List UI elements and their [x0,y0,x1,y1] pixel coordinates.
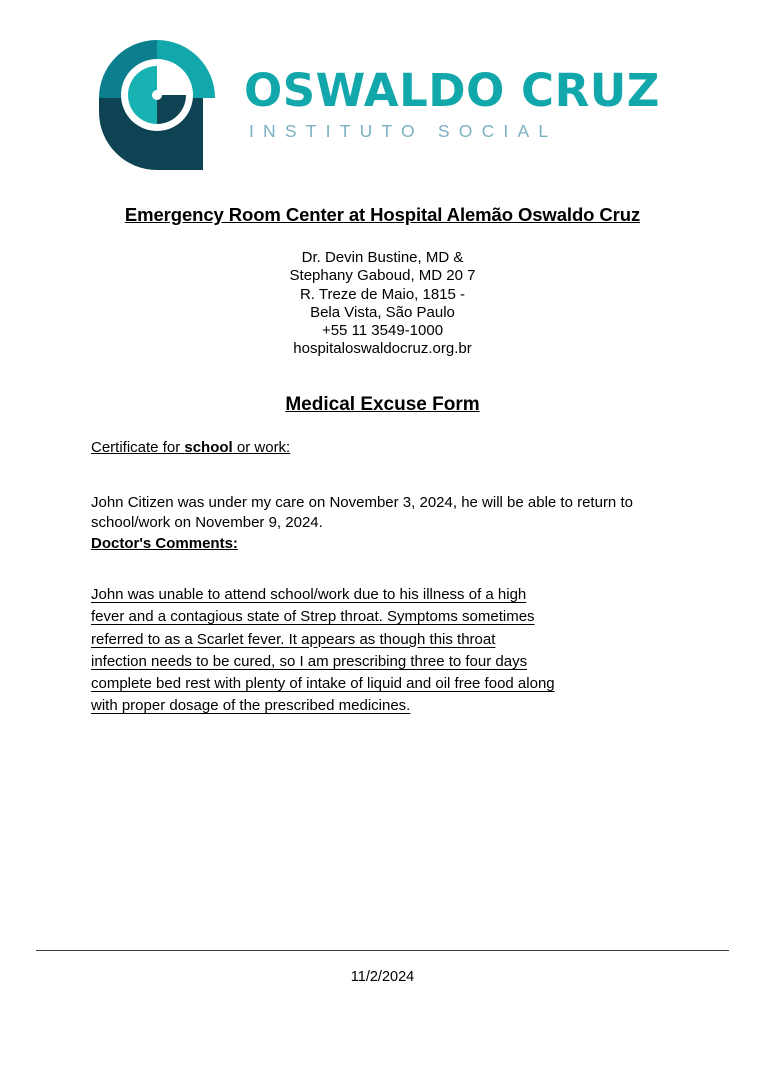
logo-wordmark: OSWALDO CRUZ [244,64,660,118]
address-line: R. Treze de Maio, 1815 - [299,285,466,303]
logo-center-dot [152,90,162,100]
doctors-comments-label: Doctor's Comments: [91,535,238,552]
logo-inner-bottom-right [157,95,186,124]
comments-line: referred to as a Scarlet fever. It appears as though this throat [91,630,496,648]
logo-outer-ring [99,40,215,170]
certificate-prefix: Certificate for [91,439,185,456]
page-title: Emergency Room Center at Hospital Alemão Oswaldo Cruz [124,204,641,225]
address-line: Dr. Devin Bustine, MD & [301,249,464,266]
comments-line: infection needs to be cured, so I am prescribing three to four days [91,652,528,670]
address-line: Stephany Gaboud, MD 20 7 [289,267,476,285]
footer-date: 11/2/2024 [350,969,415,985]
address-line: hospitaloswaldocruz.org.br [293,340,472,358]
logo-inner-top-right-gap [157,66,186,95]
address-line: +55 11 3549-1000 [321,322,444,340]
address-line: Bela Vista, São Paulo [310,303,455,321]
care-statement-paragraph: John Citizen was under my care on November 3, 2024, he will be able to return to school/work on November 9, 2024. [91,494,633,531]
comments-line: John was unable to attend school/work due to his illness of a high [91,586,527,603]
certificate-selected-option: school [184,439,233,456]
oswaldo-cruz-mark-icon [92,36,222,174]
comments-line: complete bed rest with plenty of intake of liquid and oil free food along [91,675,555,693]
doctors-comments-text [91,584,594,718]
logo-text-lockup [244,64,660,142]
certificate-suffix: or work: [232,439,291,456]
logo-inner-bottom-left [128,95,157,124]
logo-subtitle: INSTITUTO SOCIAL [249,120,558,141]
comments-line: fever and a contagious state of Strep throat. Symptoms sometimes [91,608,535,626]
footer-divider [36,950,729,951]
form-title: Medical Excuse Form [285,394,480,415]
comments-line: with proper dosage of the prescribed medicines. [91,697,411,715]
certificate-for-line [91,439,290,456]
organization-logo [92,32,660,178]
clinic-address-block [90,249,675,359]
